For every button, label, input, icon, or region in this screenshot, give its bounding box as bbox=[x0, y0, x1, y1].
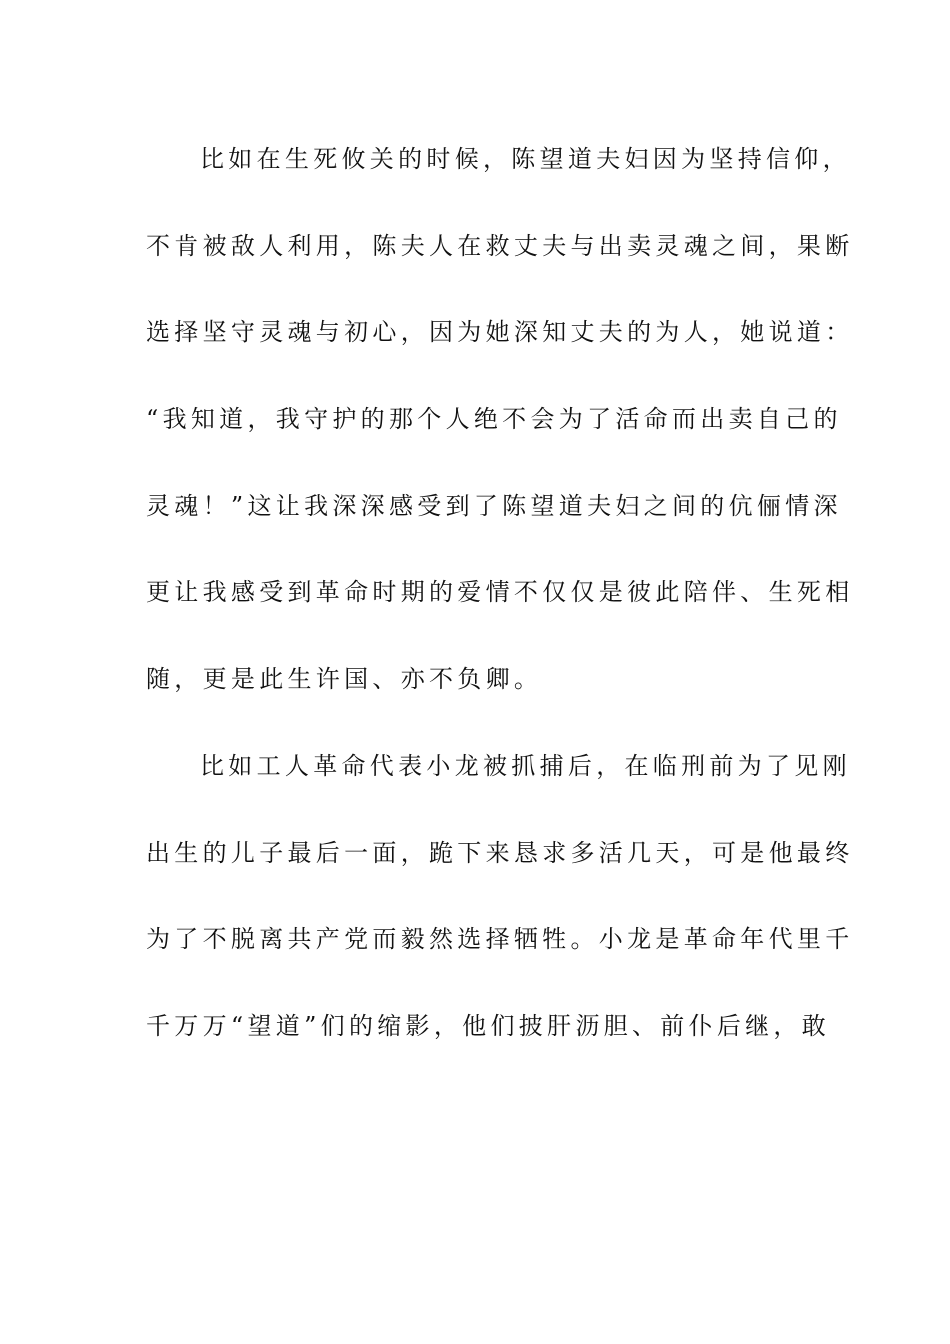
paragraph-line: 出生的儿子最后一面，跪下来恳求多活几天，可是他最终 bbox=[146, 838, 854, 867]
paragraph-chen-wangdao-couple bbox=[146, 133, 854, 740]
paragraph-line: 灵魂！”这让我深深感受到了陈望道夫妇之间的伉俪情深 bbox=[146, 491, 842, 520]
paragraph-line: 为了不脱离共产党而毅然选择牺牲。小龙是革命年代里千 bbox=[146, 925, 854, 954]
paragraph-line: 不肯被敌人利用，陈夫人在救丈夫与出卖灵魂之间，果断 bbox=[146, 231, 854, 260]
paragraph-xiaolong bbox=[146, 740, 854, 1087]
paragraph-line: 比如工人革命代表小龙被抓捕后，在临刑前为了见刚 bbox=[200, 751, 851, 780]
paragraph-line: 选择坚守灵魂与初心，因为她深知丈夫的为人，她说道： bbox=[146, 318, 854, 347]
paragraph-line: “我知道，我守护的那个人绝不会为了活命而出卖自己的 bbox=[146, 405, 842, 434]
paragraph-line: 比如在生死攸关的时候，陈望道夫妇因为坚持信仰， bbox=[200, 145, 851, 173]
paragraph-line: 更让我感受到革命时期的爱情不仅仅是彼此陪伴、生死相 bbox=[146, 578, 854, 607]
document-body bbox=[146, 133, 854, 1087]
paragraph-line: 随，更是此生许国、亦不负卿。 bbox=[146, 665, 543, 694]
paragraph-line: 千万万“望道”们的缩影，他们披肝沥胆、前仆后继，敢 bbox=[146, 1011, 831, 1040]
